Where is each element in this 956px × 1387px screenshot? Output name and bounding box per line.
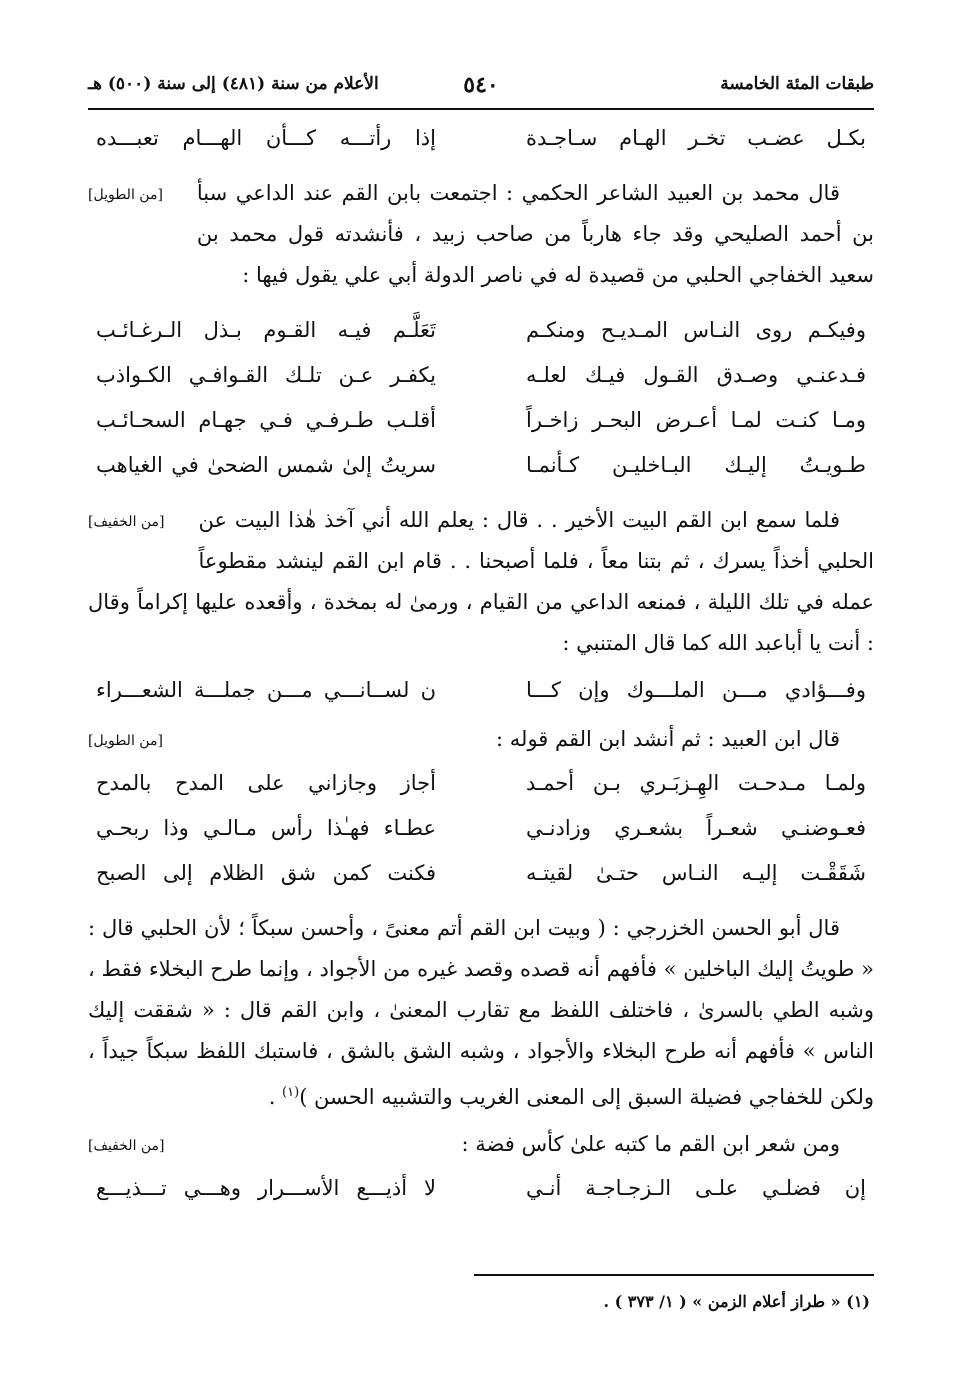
verse-second-hemistich: أجاز وجازاني على المدح بالمدح — [96, 771, 436, 795]
verse-second-hemistich: ن لســانـــي مـــن جملـــة الشعـــراء — [96, 678, 436, 702]
footnote-reference[interactable]: (١) — [282, 1085, 300, 1100]
verse-line — [88, 398, 874, 443]
poem-intro — [88, 719, 874, 759]
verse-first-hemistich: ومـا كنـت لمـا أعـرض البحـر زاخـراً — [526, 408, 866, 432]
header-chapter-range: الأعلام من سنة (٤٨١) إلى سنة (٥٠٠) هـ — [88, 74, 379, 94]
poem-intro-text: ومن شعر ابن القم ما كتبه علىٰ كأس فضة : — [461, 1132, 840, 1156]
footnote-marker: (١) — [846, 1292, 870, 1311]
paragraph — [88, 908, 874, 1118]
verse-first-hemistich: بكـل عضـب تخـر الهـام سـاجـدة — [526, 126, 866, 150]
verse-second-hemistich: عطـاء فهـٰذا رأس مـالـي وذا ربحـي — [96, 816, 436, 840]
verse-line — [88, 668, 874, 713]
verse-second-hemistich: إذا رأتـــه كـــأن الهـــام تعبـــده — [96, 126, 436, 150]
verse-line — [88, 116, 874, 161]
verse-line — [88, 851, 874, 896]
verse-first-hemistich: فعـوضنـي شعـراً بشعـري وزادنـي — [526, 816, 866, 840]
meter-label: [من الطويل] — [88, 733, 163, 749]
verse-first-hemistich: وفيكـم روى النـاس المـديـح ومنكـم — [526, 318, 866, 342]
verse-first-hemistich: طـويـتُ إليـك البـاخليـن كـأنمـا — [526, 453, 866, 477]
verse-first-hemistich: ولمـا مـدحـت الهِـزبَـري بـن أحمـد — [526, 771, 866, 795]
verse-first-hemistich: إن فضلـي علـى الـزجـاجـة أنـي — [526, 1176, 866, 1200]
verse-first-hemistich: وفـــؤادي مـــن الملـــوك وإن كـــا — [526, 678, 866, 702]
header-divider — [88, 108, 874, 110]
verse-line — [88, 1166, 874, 1211]
main-text — [88, 116, 874, 1211]
paragraph — [88, 173, 874, 296]
paragraph-text: قال محمد بن العبيد الشاعر الحكمي : اجتمعت بابن القم عند الداعي سبأ بن أحمد الصليحي وقد جاء هارباً من صاحب زبيد ، فأنشدته قول محمد بن سعيد الخفاجي الحلبي من قصيدة له في ناصر الدولة أبي علي يقول فيها : — [196, 181, 874, 287]
footnote-divider — [474, 1274, 874, 1276]
verse-second-hemistich: فكنت كمن شق الظلام إلى الصبح — [96, 861, 436, 885]
paragraph-text: قال أبو الحسن الخزرجي : ( وبيت ابن القم أتم معنىً ، وأحسن سبكاً ؛ لأن الحلبي قال : « طويتُ إليك الباخلين » فأفهم أنه قصده وقصد غيره من الأجواد ، وإنما طرح البخلاء فقط ، وشبه الطي بالسرىٰ ، فاختلف اللفظ مع تقارب المعنىٰ ، وابن القم قال : « شققت إليك الناس » فأفهم أنه طرح البخلاء والأجواد ، وشبه الشق بالشق ، فاستبك اللفظ سبكاً جيداً ، ولكن للخفاجي فضيلة السبق إلى المعنى الغريب والتشبيه الحسن ) — [88, 916, 874, 1109]
verse-second-hemistich: تَعَلَّـم فيـه القـوم بـذل الـرغـائـب — [96, 318, 436, 342]
poem-intro-text: قال ابن العبيد : ثم أنشد ابن القم قوله : — [496, 727, 840, 751]
meter-label: [من الخفيف] — [88, 1138, 165, 1154]
meter-label: [من الخفيف] — [88, 514, 165, 530]
footnote-text: « طراز أعلام الزمن » ( ١/ ٣٧٣ ) . — [603, 1292, 841, 1311]
verse-first-hemistich: شَقَقْـت إليـه النـاس حتـىٰ لقيتـه — [526, 861, 866, 885]
running-header — [88, 72, 874, 102]
verse-second-hemistich: أقلـب طـرفـي فـي جهـام السحـائـب — [96, 408, 436, 432]
poem — [88, 308, 874, 488]
header-book-section: طبقات المئة الخامسة — [720, 74, 874, 94]
paragraph-text: فلما سمع ابن القم البيت الأخير . . قال : يعلم الله أني آخذ هٰذا البيت عن الحلبي أخذاً يسرك ، ثم بتنا معاً ، فلما أصبحنا . . قام ابن القم لينشد مقطوعاً عمله في تلك الليلة ، فمنعه الداعي من القيام ، ورمىٰ له بمخدة ، وأقعده عليها إكراماً وقال : أنت يا أباعبد الله كما قال المتنبي : — [88, 508, 874, 655]
verse-line — [88, 443, 874, 488]
verse-second-hemistich: سريتُ إلىٰ شمس الضحىٰ في الغياهب — [96, 453, 436, 477]
poem-intro — [88, 1124, 874, 1164]
footnote — [88, 1292, 870, 1311]
poem — [88, 761, 874, 896]
verse-line — [88, 806, 874, 851]
verse-second-hemistich: يكفـر عـن تلـك القـوافـي الكـواذب — [96, 363, 436, 387]
meter-label: [من الطويل] — [88, 187, 163, 203]
verse-line — [88, 308, 874, 353]
verse-first-hemistich: فـدعنـي وصـدق القـول فيـك لعلـه — [526, 363, 866, 387]
verse-line — [88, 761, 874, 806]
page-number: ٥٤٠ — [463, 72, 499, 98]
verse-second-hemistich: لا أذيـــع الأســـرار وهـــي تـــذيـــع — [96, 1176, 436, 1200]
paragraph-end: . — [268, 1085, 283, 1109]
paragraph — [88, 500, 874, 664]
verse-line — [88, 353, 874, 398]
